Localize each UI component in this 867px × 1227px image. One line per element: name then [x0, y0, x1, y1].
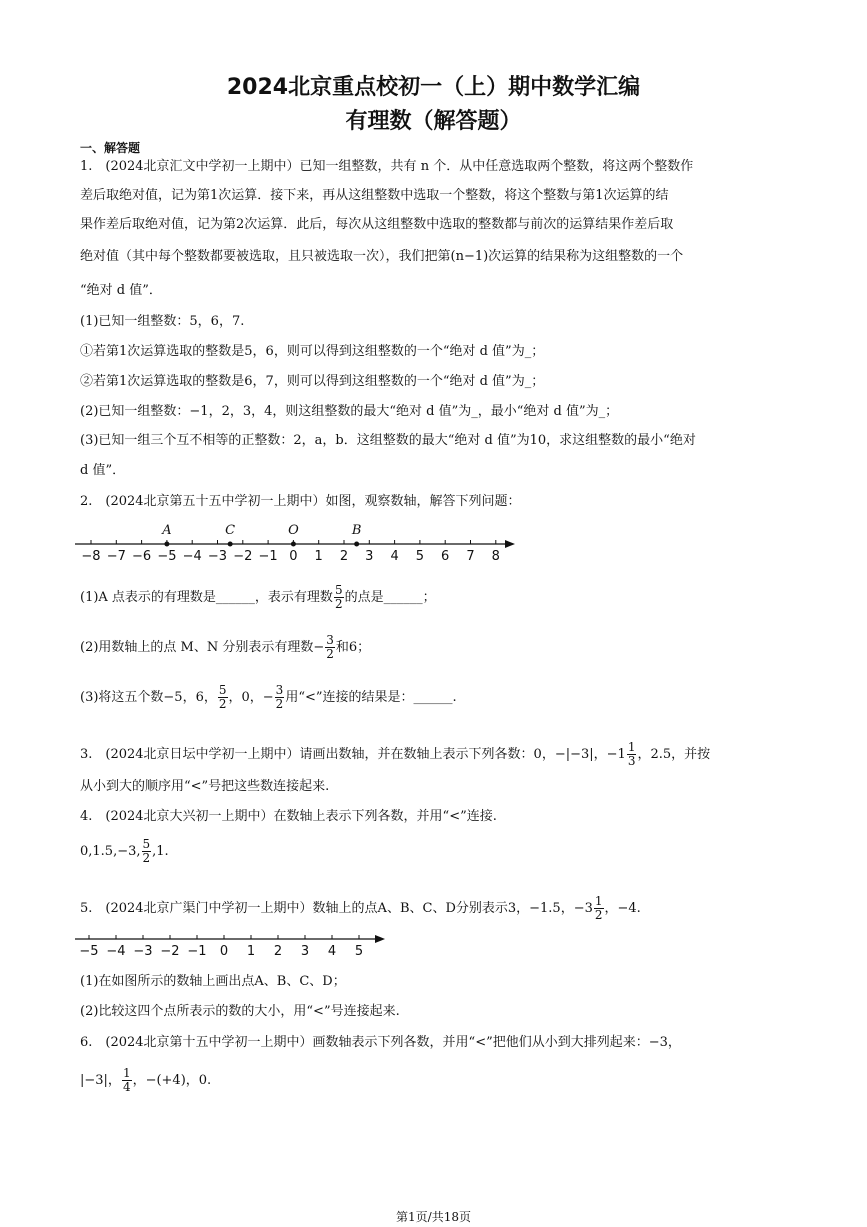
- fraction-denominator: 2: [142, 851, 151, 865]
- tick-label: 2: [273, 944, 283, 959]
- q5-part-1: (1)在如图所示的数轴上画出点A、B、C、D；: [80, 974, 346, 989]
- q2-part-3-text-mid: ，0，−: [228, 690, 274, 705]
- q1-part-3-line-2: d 值”．: [80, 463, 126, 478]
- tick-label: 3: [300, 944, 310, 959]
- q2-part-2-text-post: 和6；: [335, 640, 371, 655]
- q1-line-3: 果作差后取绝对值，记为第2次运算．此后，每次从这组整数中选取的整数都与前次的运算结果作差后取: [80, 217, 674, 232]
- q3-fraction: [627, 741, 637, 768]
- tick-label: 6: [441, 549, 450, 564]
- tick-label: 0: [219, 944, 229, 959]
- axis-arrow: [505, 540, 515, 548]
- q5-stem-pre: 5. (2024北京广渠门中学初一上期中）数轴上的点A、B、C、D分别表示3，−1.5，−3: [80, 901, 593, 916]
- point-label-A: A: [162, 523, 172, 538]
- q2-part-3-fraction-2: [275, 684, 285, 711]
- point-dot-O: [291, 542, 296, 547]
- fraction-denominator: 2: [275, 697, 284, 711]
- fraction-denominator: 2: [594, 908, 603, 922]
- fraction-numerator: 1: [627, 740, 636, 754]
- fraction-numerator: 5: [334, 583, 343, 597]
- tick-label: −4: [106, 944, 126, 959]
- tick-label: −2: [233, 549, 253, 564]
- tick-label: −6: [132, 549, 152, 564]
- tick-label: −4: [182, 549, 202, 564]
- fraction-denominator: 2: [334, 597, 343, 611]
- tick-label: 0: [289, 549, 298, 564]
- tick-label: 1: [246, 944, 256, 959]
- q2-part-3-fraction-1: [218, 684, 228, 711]
- section-heading: 一、解答题: [80, 141, 141, 155]
- tick-label: 4: [390, 549, 399, 564]
- fraction-numerator: 5: [142, 837, 151, 851]
- q2-part-1-text-pre: (1)A 点表示的有理数是______，表示有理数: [80, 590, 333, 605]
- tick-label: −5: [79, 944, 99, 959]
- tick-label: −5: [157, 549, 177, 564]
- page-title: 2024北京重点校初一（上）期中数学汇编: [226, 75, 641, 100]
- q3-line-1: [80, 741, 710, 768]
- q6-line-2-post: ，−(+4)，0.: [132, 1073, 212, 1088]
- q2-part-1: [80, 584, 436, 611]
- point-dot-B: [354, 542, 359, 547]
- tick-label: 5: [354, 944, 364, 959]
- tick-label: 1: [314, 549, 323, 564]
- point-dot-C: [228, 542, 233, 547]
- tick-label: 3: [365, 549, 374, 564]
- q4-list-post: ,1.: [152, 844, 169, 859]
- q2-part-3-text-pre: (3)将这五个数−5，6，: [80, 690, 217, 705]
- q4-stem: 4. (2024北京大兴初一上期中）在数轴上表示下列各数，并用“<”连接.: [80, 809, 497, 824]
- q1-part-3-line-1: (3)已知一组三个互不相等的正整数：2，a，b．这组整数的最大“绝对 d 值”为10，求这组整数的最小“绝对: [80, 433, 696, 448]
- q5-part-2: (2)比较这四个点所表示的数的大小，用“<”号连接起来.: [80, 1004, 400, 1019]
- q1-part-1a: ①若第1次运算选取的整数是5，6，则可以得到这组整数的一个“绝对 d 值”为_；: [80, 344, 545, 359]
- fraction-numerator: 3: [326, 633, 334, 647]
- q1-part-1: (1)已知一组整数：5，6，7.: [80, 314, 245, 329]
- fraction-numerator: 3: [275, 683, 284, 697]
- q2-part-2: [80, 634, 370, 661]
- q2-part-3: [80, 684, 457, 711]
- fraction-denominator: 3: [627, 754, 636, 768]
- q1-line-2: 差后取绝对值，记为第1次运算．接下来，再从这组整数中选取一个整数，将这个整数与第1次运算的结: [80, 188, 669, 203]
- q4-fraction: [142, 838, 152, 865]
- tick-label: −3: [207, 549, 228, 564]
- q6-line-1: 6. (2024北京第十五中学初一上期中）画数轴表示下列各数，并用“<”把他们从小到大排列起来：−3，: [80, 1035, 681, 1050]
- fraction-denominator: 2: [326, 647, 334, 661]
- q2-number-line: [75, 518, 525, 570]
- q6-line-2-pre: |−3|，: [80, 1073, 121, 1088]
- point-label-B: B: [351, 523, 362, 538]
- page-footer: 第1页/共18页: [396, 1210, 471, 1224]
- point-label-O: O: [288, 523, 299, 538]
- point-label-C: C: [225, 523, 236, 538]
- tick-label: 8: [491, 549, 500, 564]
- fraction-numerator: 5: [218, 683, 227, 697]
- q6-line-2: [80, 1067, 211, 1094]
- q3-line-1-post: ，2.5，并按: [637, 747, 711, 762]
- q2-part-3-text-post: 用“<”连接的结果是：______.: [285, 690, 457, 705]
- q2-part-1-fraction: [334, 584, 344, 611]
- page-subtitle: 有理数（解答题）: [345, 109, 522, 134]
- q2-part-2-text-pre: (2)用数轴上的点 M、N 分别表示有理数−: [80, 640, 325, 655]
- tick-label: −1: [258, 549, 278, 564]
- fraction-denominator: 2: [218, 697, 227, 711]
- tick-label: −8: [81, 549, 101, 564]
- q1-line-5: “绝对 d 值”．: [80, 283, 162, 298]
- point-dot-A: [164, 542, 169, 547]
- fraction-numerator: 1: [594, 894, 603, 908]
- q3-line-1-pre: 3. (2024北京日坛中学初一上期中）请画出数轴，并在数轴上表示下列各数：0，−|−3|，−1: [80, 747, 626, 762]
- q5-stem: [80, 895, 641, 922]
- tick-label: 4: [327, 944, 337, 959]
- q2-part-1-text-post: 的点是______；: [344, 590, 436, 605]
- tick-label: −2: [160, 944, 180, 959]
- q4-list-pre: 0,1.5,−3,: [80, 844, 141, 859]
- tick-label: 5: [415, 549, 425, 564]
- q1-part-2: (2)已知一组整数：−1，2，3，4，则这组整数的最大“绝对 d 值”为_，最小“绝对 d 值”为_；: [80, 404, 619, 419]
- tick-label: −1: [187, 944, 207, 959]
- q2-stem: 2. (2024北京第五十五中学初一上期中）如图，观察数轴，解答下列问题：: [80, 494, 521, 509]
- fraction-denominator: 4: [122, 1080, 131, 1094]
- q1-part-1b: ②若第1次运算选取的整数是6，7，则可以得到这组整数的一个“绝对 d 值”为_；: [80, 374, 545, 389]
- tick-label: 7: [466, 549, 475, 564]
- axis-arrow: [375, 935, 385, 943]
- q1-line-4: 绝对值（其中每个整数都要被选取，且只被选取一次），我们把第(n−1)次运算的结果称为这组整数的一个: [80, 249, 684, 264]
- tick-label: −7: [106, 549, 126, 564]
- q3-line-2: 从小到大的顺序用“<”号把这些数连接起来.: [80, 779, 330, 794]
- q1-line-1: 1. (2024北京汇文中学初一上期中）已知一组整数，共有 n 个．从中任意选取两个整数，将这两个整数作: [80, 159, 694, 174]
- q5-number-line: [75, 930, 395, 964]
- q2-part-2-fraction: [325, 634, 335, 661]
- fraction-numerator: 1: [122, 1066, 131, 1080]
- q5-stem-post: ，−4.: [604, 901, 641, 916]
- tick-label: 2: [339, 549, 349, 564]
- q5-fraction: [594, 895, 604, 922]
- q6-fraction: [122, 1067, 132, 1094]
- tick-label: −3: [133, 944, 153, 959]
- q4-number-list: [80, 838, 169, 865]
